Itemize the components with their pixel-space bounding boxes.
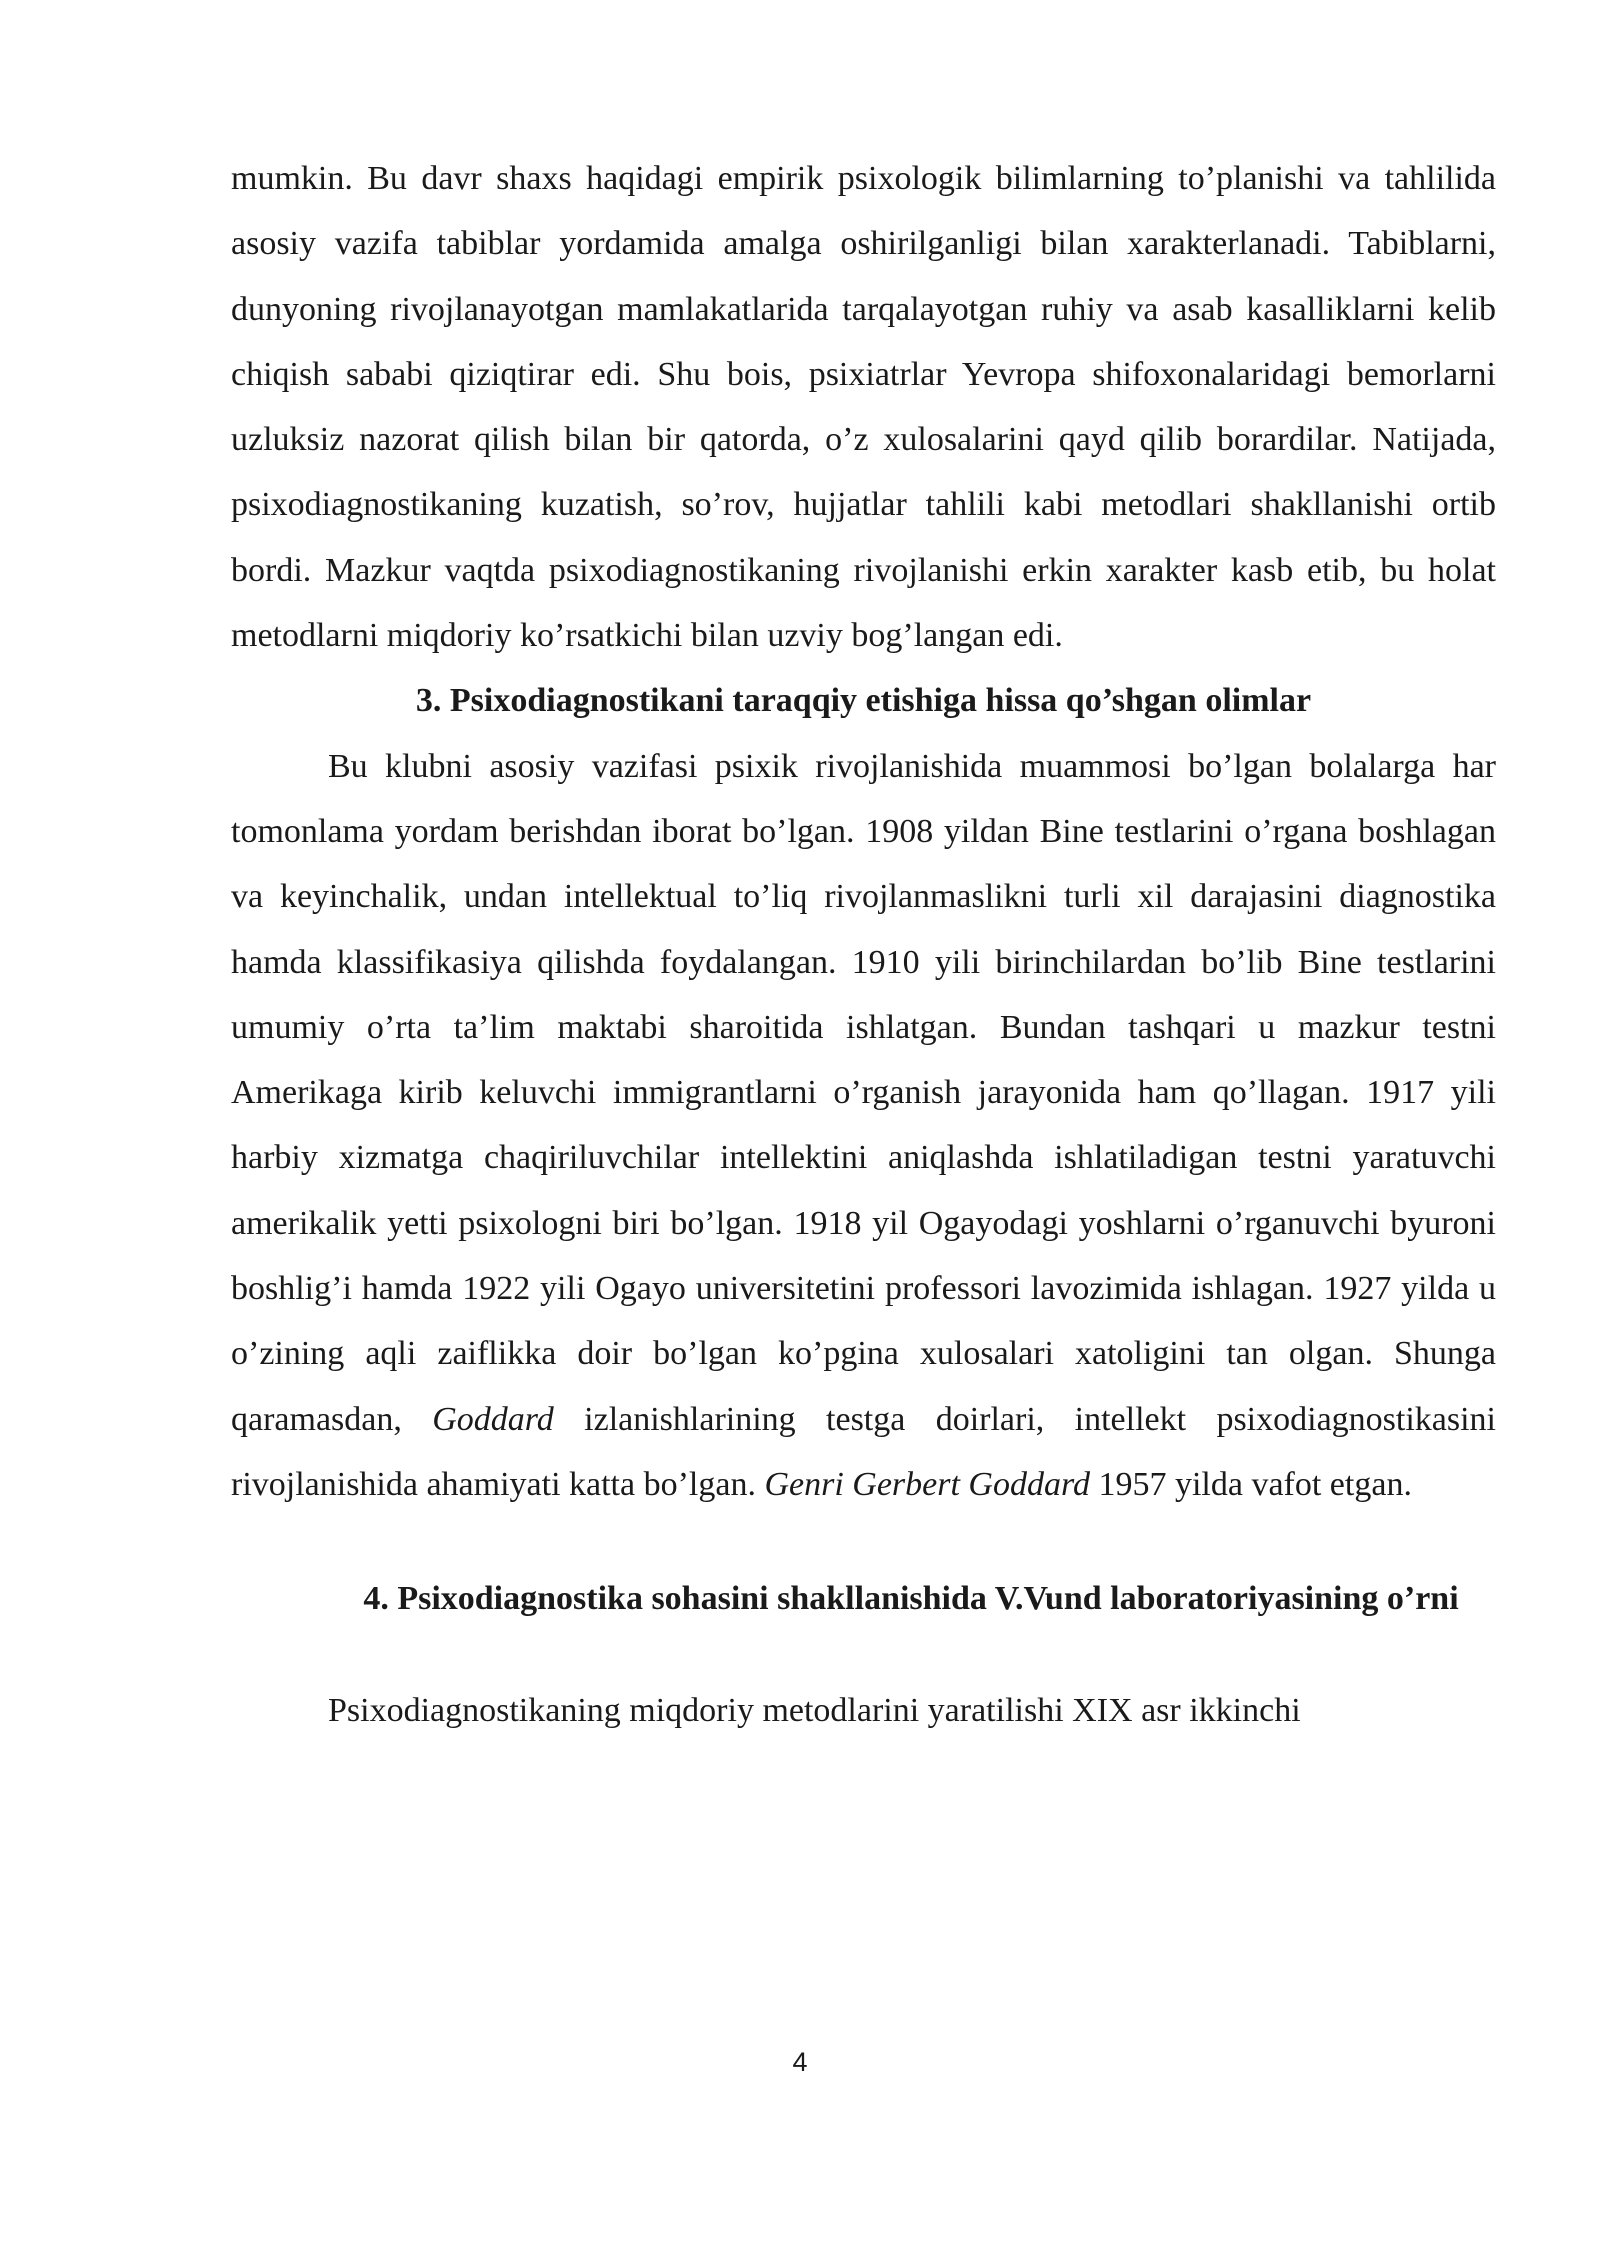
section-heading-3: 3. Psixodiagnostikani taraqqiy etishiga hissa qo’shgan olimlar [415, 682, 1312, 720]
italic-name-full: Genri Gerbert Goddard [764, 1465, 1090, 1503]
italic-name-goddard: Goddard [432, 1400, 554, 1438]
paragraph-continued: Psixodiagnostikaning miqdoriy metodlarini yaratilishi XIX asr ikkinchi [328, 1691, 1301, 1729]
section-heading-4: 4. Psixodiagnostika sohasini shakllanishida V.Vund laboratoriyasining o’rni [363, 1580, 1459, 1618]
paragraph-goddard-text-2: izlanishlarining testga doirlari, intellekt psixodiagnostikasini rivojlanishida ahamiyati katta bo’lgan. [231, 1400, 1496, 1503]
paragraph-goddard [231, 734, 1496, 1518]
paragraph-goddard-text-3: 1957 yilda vafot etgan. [1089, 1465, 1412, 1503]
paragraph-goddard-text-1: Bu klubni asosiy vazifasi psixik rivojlanishida muammosi bo’lgan bolalarga har tomonlama yordam berishdan iborat bo’lgan. 1908 yildan Bine testlarini o’rgana boshlagan va keyinchalik, undan intellektual to’liq rivojlanmaslikni turli xil darajasini diagnostika hamda klassifikasiya qilishda foydalangan. 1910 yili birinchilardan bo’lib Bine testlarini umumiy o’rta ta’lim maktabi sharoitida ishlatgan. Bundan tashqari u mazkur testni Amerikaga kirib keluvchi immigrantlarni o’rganish jarayonida ham qo’llagan. 1917 yili harbiy xizmatga chaqiriluvchilar intellektini aniqlashda ishlatiladigan testni yaratuvchi amerikalik yetti psixologni biri bo’lgan. 1918 yil Ogayodagi yoshlarni o’rganuvchi byuroni boshlig’i hamda 1922 yili Ogayo universitetini professori lavozimida ishlagan. 1927 yilda u o’zining aqli zaiflikka doir bo’lgan ko’pgina xulosalari xatoligini tan olgan. Shunga qaramasdan, [231, 747, 1496, 1438]
paragraph-intro: mumkin. Bu davr shaxs haqidagi empirik psixologik bilimlarning to’planishi va tahlilida asosiy vazifa tabiblar yordamida amalga oshirilganligi bilan xarakterlanadi. Tabiblarni, dunyoning rivojlanayotgan mamlakatlarida tarqalayotgan ruhiy va asab kasalliklarni kelib chiqish sababi qiziqtirar edi. Shu bois, psixiatrlar Yevropa shifoxonalaridagi bemorlarni uzluksiz nazorat qilish bilan bir qatorda, o’z xulosalarini qayd qilib borardilar. Natijada, psixodiagnostikaning kuzatish, so’rov, hujjatlar tahlili kabi metodlari shakllanishi ortib bordi. Mazkur vaqtda psixodiagnostikaning rivojlanishi erkin xarakter kasb etib, bu holat metodlarni miqdoriy ko’rsatkichi bilan uzviy bog’langan edi. [231, 160, 1496, 655]
document-page [231, 146, 1496, 1743]
page-number: 4 [792, 2047, 808, 2077]
